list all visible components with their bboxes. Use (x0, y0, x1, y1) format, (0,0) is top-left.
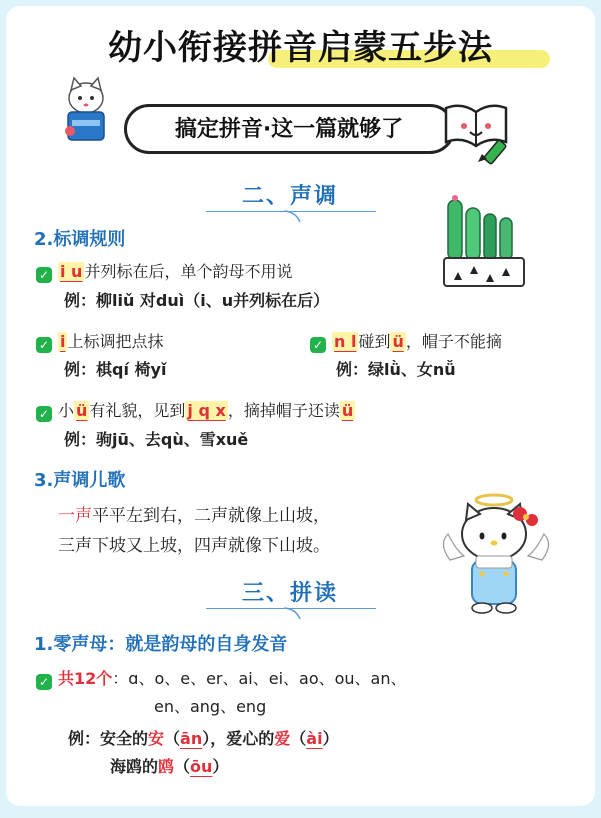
zero-ex-mid: ），爱心的 (202, 729, 275, 748)
zero-ex-open-1: （ (164, 729, 181, 748)
zero-ex-close-2: ） (322, 729, 339, 748)
check-icon: ✓ (36, 406, 52, 422)
angel-kitty-icon (438, 490, 558, 618)
rule-3-mark-b: ü (392, 332, 404, 351)
rule-4-mark3: ü (341, 401, 354, 420)
cactus-pot-icon (440, 188, 530, 290)
rule-3 (310, 329, 502, 353)
zero-ex-pinyin-2: ài (306, 729, 323, 748)
song-line-2: 三声下坡又上坡，四声就像下山坡。 (58, 536, 330, 556)
rules-heading: 2.标调规则 (34, 229, 126, 250)
zero-count: 共12个 (58, 669, 113, 688)
rule-1-mark: i u (60, 262, 83, 281)
rule-3-text-b: ，帽子不能摘 (405, 332, 502, 351)
zero-ex-close-3: ） (212, 757, 229, 776)
check-icon: ✓ (36, 337, 52, 353)
zero-ex-prefix: 例：安全的 (68, 729, 149, 748)
underline-tail-icon (282, 208, 304, 224)
rule-4-mid: 有礼貌，见到 (89, 401, 186, 420)
check-icon: ✓ (36, 674, 52, 690)
rule-2 (36, 329, 164, 353)
rule-2-mark: i (60, 332, 66, 351)
zero-ex-char-3: 鸥 (158, 757, 175, 776)
zero-list-2: en、ang、eng (154, 697, 267, 716)
song-line-1 (58, 501, 330, 526)
rule-3-mark-a: n l (334, 332, 357, 351)
zero-ex2-prefix: 海鸥的 (110, 757, 159, 776)
check-icon: ✓ (310, 337, 326, 353)
zero-ex-open-3: （ (174, 757, 191, 776)
underline-tail-icon (282, 605, 304, 621)
section3-heading: 三、拼读 (242, 581, 339, 606)
rule-1-example: 例：柳liǔ 对duì（i、u并列标在后） (64, 291, 330, 310)
zero-ex-char-1: 安 (148, 729, 165, 748)
rule-3-example: 例：绿lǜ、女nǚ (336, 360, 456, 379)
song-line-1-red: 一声 (58, 506, 92, 526)
page-title: 幼小衔接拼音启蒙五步法 (108, 28, 493, 68)
song-heading: 3.声调儿歌 (34, 470, 126, 491)
zero-ex-pinyin-1: ān (180, 729, 203, 748)
song-line-1-rest: 平平左到右，二声就像上山坡， (92, 506, 330, 526)
zero-list-1 (36, 666, 407, 690)
rule-1-text: 并列标在后，单个韵母不用说 (84, 262, 293, 281)
rule-2-example: 例：棋qí 椅yǐ (64, 360, 167, 379)
subtitle: 搞定拼音·这一篇就够了 (174, 117, 404, 142)
zero-ex-open-2: （ (290, 729, 307, 748)
rule-4 (36, 398, 355, 422)
zero-ex-char-2: 爱 (274, 729, 291, 748)
book-and-pencil-icon (440, 98, 514, 168)
zero-example-2 (110, 754, 228, 777)
zero-ex-pinyin-3: ōu (190, 757, 213, 776)
check-icon: ✓ (36, 267, 52, 283)
rule-4-post: ，摘掉帽子还读 (227, 401, 340, 420)
page (6, 6, 595, 806)
zero-list-1-text: ：ɑ、o、e、er、ai、ei、ao、ou、an、 (112, 669, 407, 688)
rule-4-mark: ü (76, 401, 88, 420)
zero-heading: 1.零声母：就是韵母的自身发音 (34, 634, 288, 655)
rule-4-pre: 小 (58, 401, 75, 420)
rule-4-example: 例：驹jū、去qù、雪xuě (64, 430, 249, 449)
cat-with-book-icon (58, 76, 114, 148)
zero-example-1 (68, 726, 339, 749)
section2-heading: 二、声调 (242, 184, 339, 209)
rule-4-mark2: j q x (187, 401, 226, 420)
rule-2-text: 上标调把点抹 (67, 332, 164, 351)
rule-1 (36, 259, 292, 283)
rule-3-text-a: 碰到 (358, 332, 391, 351)
